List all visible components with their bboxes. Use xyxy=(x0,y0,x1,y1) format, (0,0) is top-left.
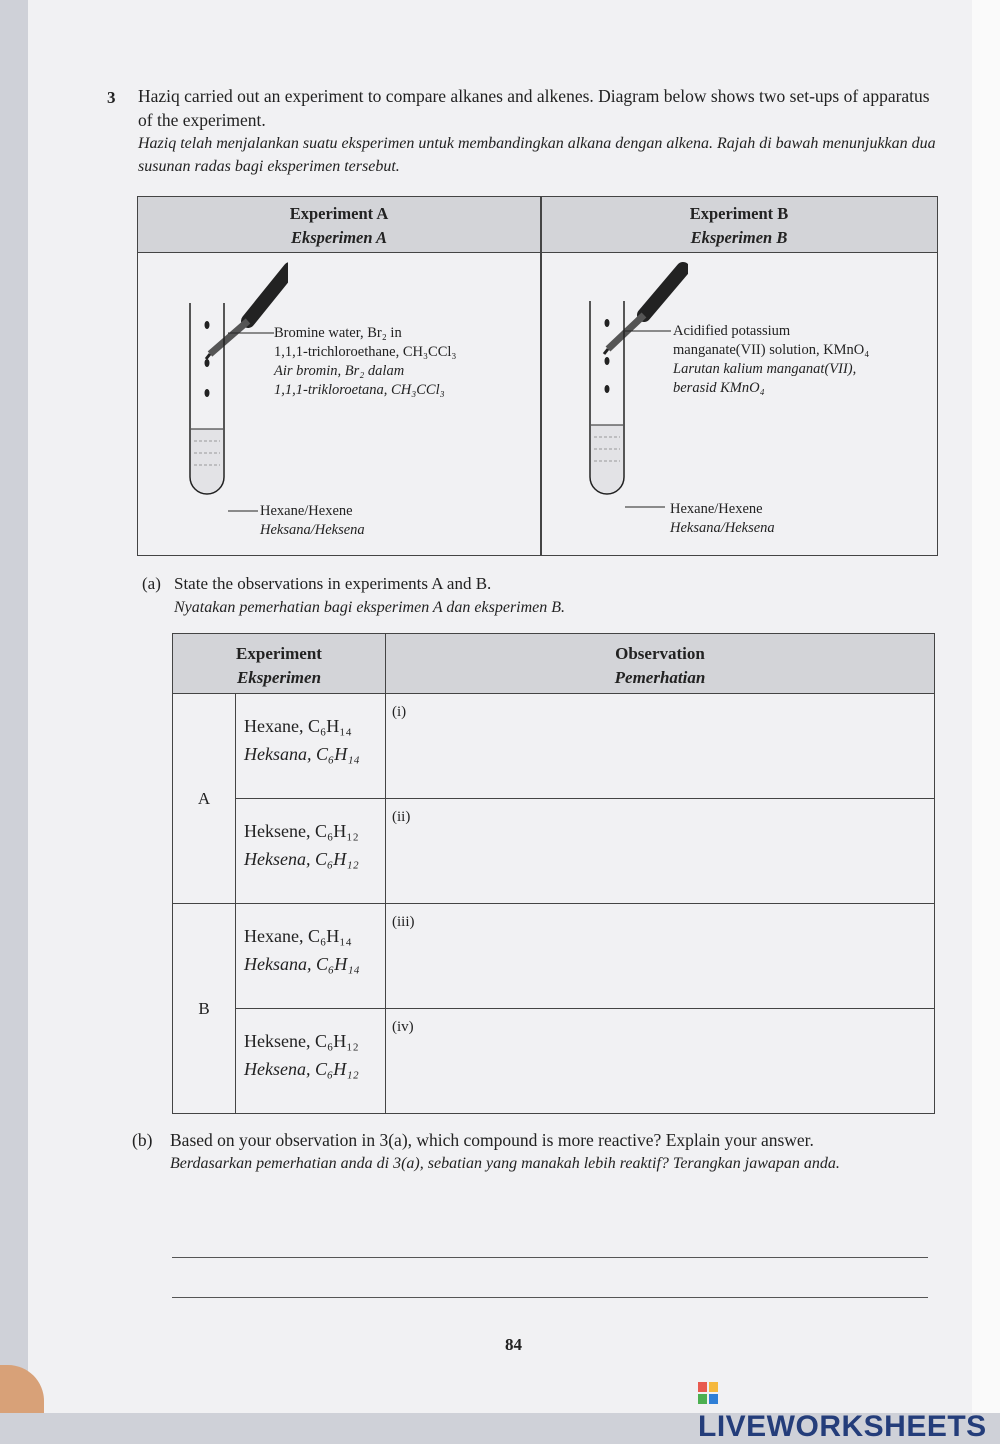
experiment-a-title: Experiment A xyxy=(289,204,389,223)
part-a-key: (a) xyxy=(142,574,161,593)
experiment-b-header xyxy=(541,197,937,253)
apparatus-table xyxy=(137,196,938,556)
part-a-text-ms: Nyatakan pemerhatian bagi eksperimen A dan eksperimen B. xyxy=(174,599,566,616)
table-row xyxy=(173,904,935,1009)
liquid-icon xyxy=(191,429,223,493)
observation-table xyxy=(172,633,935,1114)
part-b xyxy=(132,1128,938,1175)
question-text-ms: Haziq telah menjalankan suatu eksperimen untuk membandingkan alkana dengan alkena. Rajah di bawah menunjukkan dua susunan radas bagi eksperimen tersebut. xyxy=(138,135,936,175)
experiment-a-title-ms: Eksperimen A xyxy=(290,228,388,247)
experiment-b-title-ms: Eksperimen B xyxy=(690,228,788,247)
compound-cell: Heksene, C₆H₁₂ Heksena, C₆H₁₂ xyxy=(236,1009,386,1114)
part-b-key: (b) xyxy=(132,1130,153,1150)
liveworksheets-logo: LIVEWORKSHEETS xyxy=(698,1376,1000,1444)
drops-icon xyxy=(605,319,610,393)
liveworksheets-icon xyxy=(698,1382,718,1404)
group-label: B xyxy=(173,904,236,1114)
experiment-b-title: Experiment B xyxy=(689,204,789,223)
page-gutter xyxy=(972,0,1000,1413)
apparatus-divider xyxy=(540,197,542,555)
observation-answer-field[interactable] xyxy=(386,694,935,799)
experiment-b-tube-label: Hexane/Hexene Heksana/Heksena xyxy=(670,501,775,536)
part-a xyxy=(142,572,942,619)
observation-answer-field[interactable] xyxy=(386,799,935,904)
liquid-icon xyxy=(591,425,623,493)
observation-answer-field[interactable] xyxy=(386,1009,935,1114)
question-number: 3 xyxy=(107,88,116,107)
experiment-column-header: Experiment Eksperimen xyxy=(173,634,386,694)
group-label: A xyxy=(173,694,236,904)
part-b-text-ms: Berdasarkan pemerhatian anda di 3(a), sebatian yang manakah lebih reaktif? Terangkan jawapan anda. xyxy=(170,1155,840,1172)
experiment-b-dropper-label: Acidified potassium manganate(VII) solution, KMnO₄ Larutan kalium manganat(VII), berasid KMnO₄ xyxy=(673,323,870,396)
observation-column-header: Observation Pemerhatian xyxy=(386,634,935,694)
compound-cell: Heksene, C₆H₁₂ Heksena, C₆H₁₂ xyxy=(236,799,386,904)
part-b-text-en: Based on your observation in 3(a), which compound is more reactive? Explain your answer. xyxy=(170,1130,814,1150)
answer-mark: (ii) xyxy=(392,809,411,825)
question-text xyxy=(138,84,938,178)
experiment-a-header xyxy=(138,197,540,253)
compound-cell: Hexane, C₆H₁₄ Heksana, C₆H₁₄ xyxy=(236,904,386,1009)
experiment-a-leader-lines xyxy=(228,329,278,519)
answer-mark: (iii) xyxy=(392,914,415,930)
observation-table-header xyxy=(173,634,935,694)
drops-icon xyxy=(205,321,210,397)
question-text-en: Haziq carried out an experiment to compare alkanes and alkenes. Diagram below shows two set-ups of apparatus of the experiment. xyxy=(138,86,930,130)
table-row xyxy=(173,799,935,904)
experiment-b-leader-lines xyxy=(625,327,675,517)
answer-line[interactable] xyxy=(172,1297,928,1298)
page-number: 84 xyxy=(505,1335,522,1354)
compound-cell: Hexane, C₆H₁₄ Heksana, C₆H₁₄ xyxy=(236,694,386,799)
experiment-a-tube-label: Hexane/Hexene Heksana/Heksena xyxy=(260,503,365,538)
part-a-text-en: State the observations in experiments A and B. xyxy=(174,574,492,593)
observation-answer-field[interactable] xyxy=(386,904,935,1009)
answer-line[interactable] xyxy=(172,1257,928,1258)
experiment-a-dropper-label: Bromine water, Br₂ in 1,1,1-trichloroethane, CH₃CCl₃ Air bromin, Br₂ dalam 1,1,1-trikloroetana, CH₃CCl₃ xyxy=(274,325,457,398)
answer-mark: (iv) xyxy=(392,1019,414,1035)
table-row xyxy=(173,1009,935,1114)
table-row xyxy=(173,694,935,799)
answer-mark: (i) xyxy=(392,704,407,720)
